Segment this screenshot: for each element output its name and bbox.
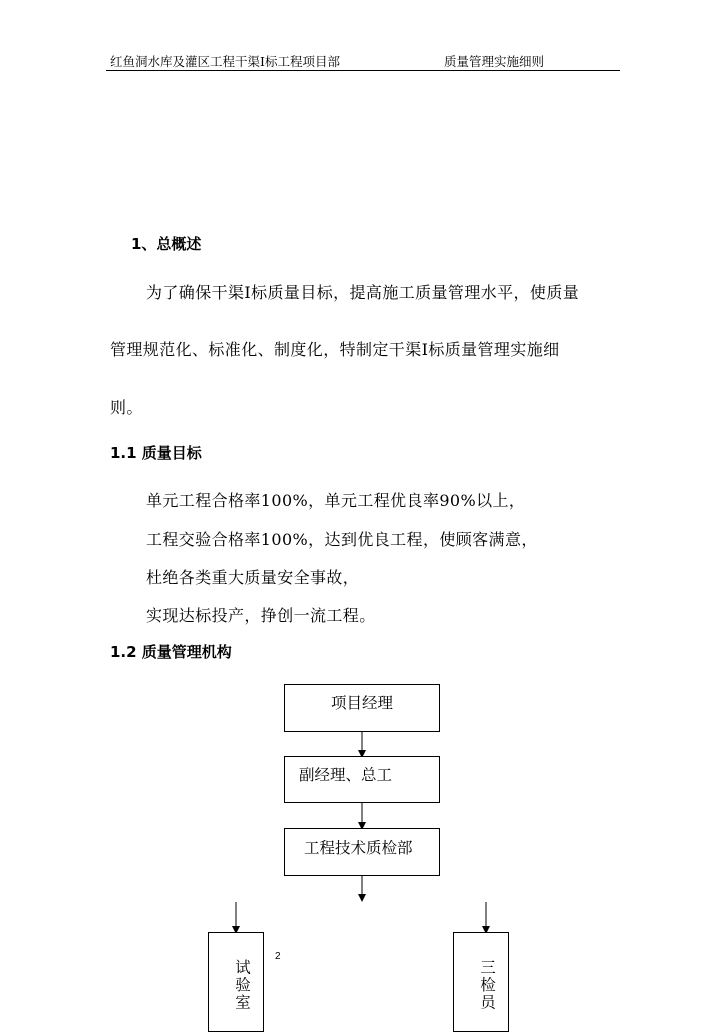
org-box-label: 工程技术质检部 [304,839,413,857]
org-box-qc-department [284,828,440,876]
org-box-laboratory [208,932,264,1032]
page-number: 2 [275,951,281,962]
org-box-project-manager [284,684,440,732]
org-box-label: 项目经理 [331,694,394,712]
org-box-label: 三检员 [478,959,496,1012]
section-heading-quality-goals: 1.1 质量目标 [110,444,202,462]
org-box-label: 试验室 [233,959,251,1012]
section-heading-quality-org: 1.2 质量管理机构 [110,643,232,661]
org-box-inspectors [453,932,509,1032]
overview-paragraph-line-2: 管理规范化、标准化、制度化，特制定干渠Ⅰ标质量管理实施细 [110,340,560,359]
org-box-label: 副经理、总工 [299,766,393,784]
quality-goal-item: 单元工程合格率100%，单元工程优良率90%以上， [146,491,526,510]
header-doc-title: 质量管理实施细则 [444,54,545,69]
overview-paragraph-line-3: 则。 [110,398,143,417]
quality-goal-item: 杜绝各类重大质量安全事故， [146,568,360,587]
section-heading-overview: 1、总概述 [131,235,202,253]
overview-paragraph-line-1: 为了确保干渠Ⅰ标质量目标，提高施工质量管理水平，使质量 [146,283,580,302]
quality-goal-item: 实现达标投产，挣创一流工程。 [146,606,376,625]
header-project-name: 红鱼洞水库及灌区工程干渠Ⅰ标工程项目部 [110,54,340,69]
quality-goal-item: 工程交验合格率100%，达到优良工程，使顾客满意， [146,530,538,549]
org-box-deputy-manager [284,756,440,803]
